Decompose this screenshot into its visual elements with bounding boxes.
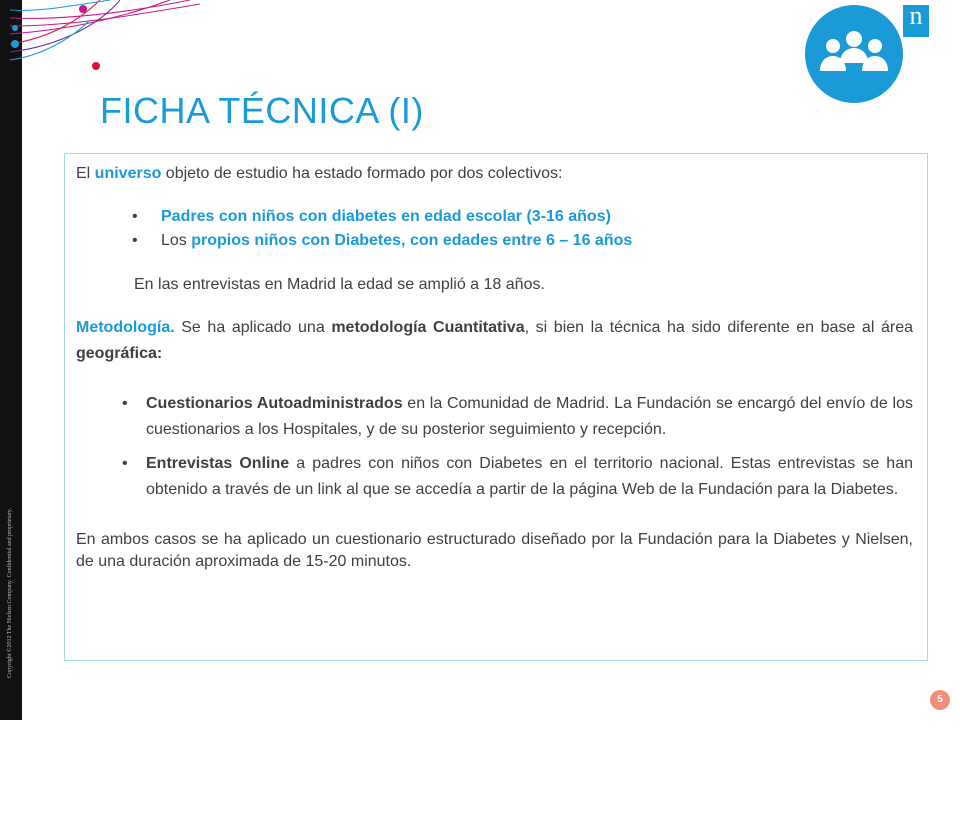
nielsen-logo	[903, 1, 929, 37]
methodology-strong-2: geográfica:	[76, 345, 163, 362]
deco-dot-red	[92, 62, 100, 70]
collectives-list	[76, 205, 913, 253]
list-item	[76, 391, 913, 443]
decorative-lines	[0, 0, 200, 80]
methodology-text-2: , si bien la técnica ha sido diferente en base al área	[524, 319, 913, 336]
universe-paragraph	[76, 161, 913, 187]
method-strong: Entrevistas Online	[146, 455, 290, 472]
madrid-note: En las entrevistas en Madrid la edad se amplió a 18 años.	[134, 276, 545, 293]
list-item	[76, 229, 913, 253]
method-text: a padres con niños con Diabetes en el territorio nacional. Estas entrevistas se han obtenido a través de un link al que se accedía a partir de la página Web de la Fundación para la Diabetes.	[146, 455, 914, 498]
methods-list	[76, 391, 913, 503]
methodology-text-1: Se ha aplicado una	[174, 319, 332, 336]
universe-pre: El	[76, 165, 95, 182]
copyright-text: Copyright ©2012 The Nielsen Company. Confidential and proprietary.	[7, 508, 13, 678]
collective-highlight: propios niños con Diabetes, con edades entre 6 – 16 años	[191, 232, 633, 249]
content-box	[64, 153, 928, 661]
list-item	[76, 205, 913, 229]
deco-dot-blue-1	[11, 40, 19, 48]
page-number-badge: 5	[930, 690, 950, 710]
universe-keyword: universo	[94, 165, 162, 182]
methodology-label: Metodología.	[76, 319, 175, 336]
closing-paragraph: En ambos casos se ha aplicado un cuestionario estructurado diseñado por la Fundación para la Diabetes y Nielsen, de una duración aproximada de 15-20 minutos.	[76, 531, 913, 570]
list-item	[76, 451, 913, 503]
methodology-paragraph	[76, 315, 913, 367]
deco-dot-magenta	[79, 5, 87, 13]
collective-highlight: Padres con niños con diabetes en edad escolar (3-16 años)	[161, 208, 611, 225]
collective-pre: Los	[161, 232, 192, 249]
logo-letter: n	[909, 1, 923, 30]
method-strong: Cuestionarios Autoadministrados	[146, 395, 403, 412]
method-text: en la Comunidad de Madrid. La Fundación se encargó del envío de los cuestionarios a los Hospitales, y de su posterior seguimiento y recepción.	[146, 395, 913, 438]
slide-title: FICHA TÉCNICA (I)	[100, 90, 424, 131]
methodology-strong-1: metodología Cuantitativa	[331, 319, 525, 336]
people-group-icon	[805, 5, 903, 103]
universe-post: objeto de estudio ha estado formado por dos colectivos:	[161, 165, 563, 182]
deco-dot-blue-2	[12, 25, 18, 31]
